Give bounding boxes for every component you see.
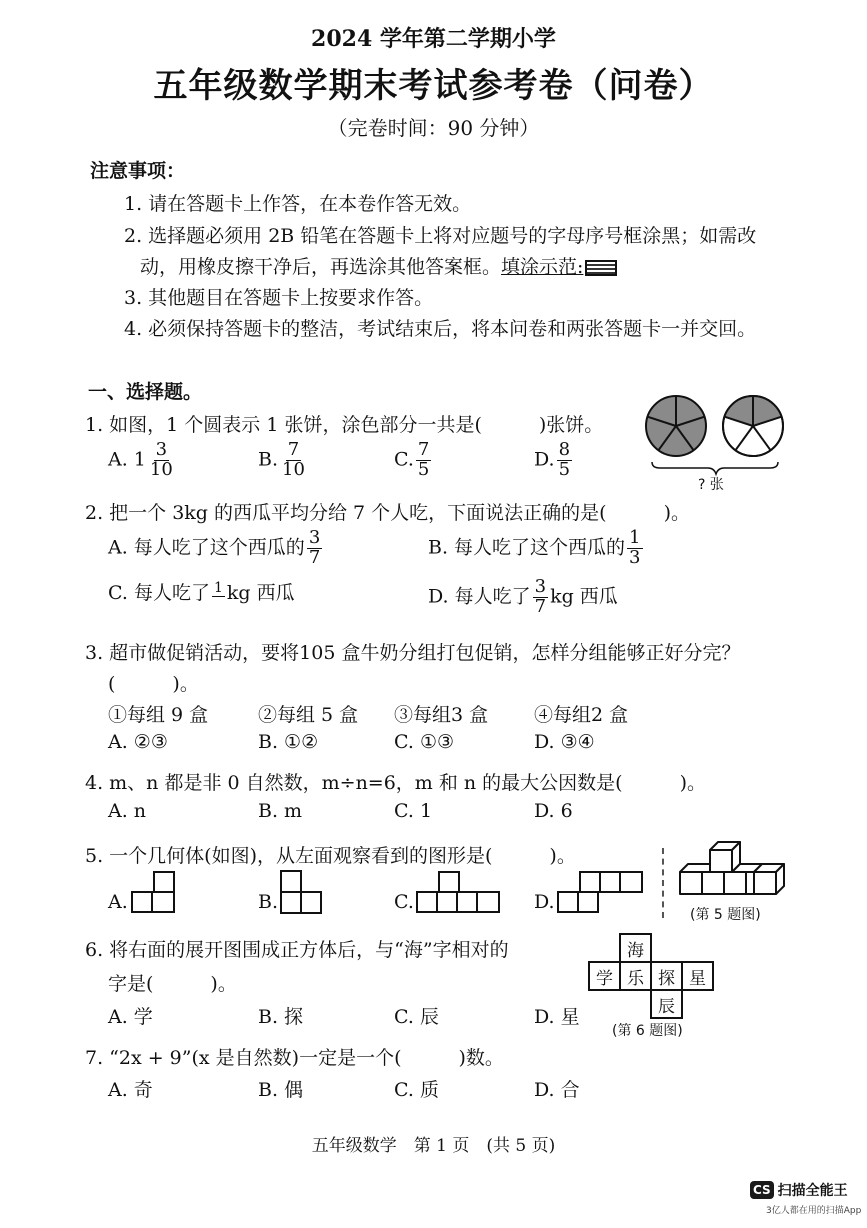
numerator: 1 xyxy=(213,580,223,597)
camscanner-logo-icon: CS xyxy=(750,1181,774,1199)
q1-option-d-label: D. xyxy=(534,448,555,471)
net-cell: 海 xyxy=(619,933,652,963)
denominator: 10 xyxy=(282,458,305,480)
q3-option-c: C. ①③ xyxy=(394,731,455,753)
q2-option-d xyxy=(428,578,618,617)
q4-option-a: A. n xyxy=(108,800,147,822)
q7-option-a: A. 奇 xyxy=(108,1079,153,1101)
note-item: 1. 请在答题卡上作答，在本卷作答无效。 xyxy=(124,193,472,215)
q5-figure-label: (第 5 题图) xyxy=(690,907,761,923)
net-cell: 探 xyxy=(650,961,683,991)
q1-option-c-label: C. xyxy=(394,448,414,471)
note-item: 2. 选择题必须用 2B 铅笔在答题卡上将对应题号的字母序号框涂黑；如需改 xyxy=(124,225,757,247)
q1-option-a-label: A. 1 xyxy=(108,448,146,471)
q6-option-c: C. 辰 xyxy=(394,1006,439,1028)
q7-option-c: C. 质 xyxy=(394,1079,439,1101)
q3-choice-4: ④每组2 盒 xyxy=(534,704,629,726)
q2-stem: 2. 把一个 3kg 的西瓜平均分给 7 个人吃，下面说法正确的是( )。 xyxy=(85,502,691,524)
q4-option-c: C. 1 xyxy=(394,800,433,822)
note-item-text: 动，用橡皮擦干净后，再选涂其他答案框。 xyxy=(140,256,502,278)
q2-option-c xyxy=(108,578,295,607)
q5-divider xyxy=(662,848,664,918)
fraction xyxy=(307,529,322,568)
q4-stem: 4. m、n 都是非 0 自然数，m÷n=6，m 和 n 的最大公因数是( )。 xyxy=(85,772,707,794)
q3-blank: ( )。 xyxy=(108,673,199,695)
numerator: 3 xyxy=(534,576,547,597)
net-cell: 星 xyxy=(681,961,714,991)
q5-cube-figure xyxy=(676,836,786,900)
q6-stem-line2: 字是( )。 xyxy=(108,973,237,995)
q3-option-d: D. ③④ xyxy=(534,731,595,753)
fraction xyxy=(557,441,572,480)
q5-option-d-label: D. xyxy=(534,891,555,913)
q2-option-d-tail: kg 西瓜 xyxy=(550,585,618,608)
note-item: 4. 必须保持答题卡的整洁，考试结束后，将本问卷和两张答题卡一并交回。 xyxy=(124,318,757,340)
q2-option-c-tail: kg 西瓜 xyxy=(226,582,295,604)
q4-option-b: B. m xyxy=(258,800,303,822)
q7-option-b: B. 偶 xyxy=(258,1079,304,1101)
q1-option-d xyxy=(534,441,574,480)
numerator: 1 xyxy=(629,527,641,548)
denominator: 5 xyxy=(417,458,430,480)
net-cell: 学 xyxy=(588,961,621,991)
q1-figure-label: ? 张 xyxy=(698,477,724,493)
numerator: 8 xyxy=(558,439,571,460)
note-item: 3. 其他题目在答题卡上按要求作答。 xyxy=(124,287,434,309)
net-cell: 乐 xyxy=(619,961,652,991)
fraction xyxy=(627,529,642,568)
denominator xyxy=(216,597,220,607)
q1-option-b xyxy=(258,441,309,480)
brace xyxy=(652,462,778,474)
numerator: 7 xyxy=(287,439,300,460)
q6-figure-label: (第 6 题图) xyxy=(612,1023,683,1039)
q5-option-c-label: C. xyxy=(394,891,414,913)
fraction xyxy=(148,441,175,480)
q2-option-b-label: B. 每人吃了这个西瓜的 xyxy=(428,536,626,559)
denominator: 5 xyxy=(558,458,571,480)
numerator: 7 xyxy=(417,439,430,460)
q7-option-d: D. 合 xyxy=(534,1079,580,1101)
net-cell: 辰 xyxy=(650,989,683,1019)
fraction xyxy=(212,581,225,607)
q1-option-b-label: B. xyxy=(258,448,279,471)
q5-option-a-label: A. xyxy=(108,891,128,913)
numerator: 3 xyxy=(155,439,168,460)
q3-choice-1: ①每组 9 盒 xyxy=(108,704,209,726)
q5-option-b-label: B. xyxy=(258,891,279,913)
watermark-name: 扫描全能王 xyxy=(777,1183,848,1199)
q5-stem: 5. 一个几何体(如图)，从左面观察看到的图形是( )。 xyxy=(85,845,576,867)
note-item xyxy=(140,252,617,279)
fraction xyxy=(280,441,307,480)
q1-option-c xyxy=(394,441,433,480)
fill-demo-label: 填涂示范: xyxy=(501,256,584,278)
q7-stem: 7. “2x + 9”(x 是自然数)一定是一个( )数。 xyxy=(85,1047,504,1069)
exam-title: 五年级数学期末考试参考卷（问卷） xyxy=(153,66,714,106)
q2-option-a xyxy=(108,529,324,568)
q3-option-a: A. ②③ xyxy=(108,731,168,753)
q1-option-a xyxy=(108,441,177,480)
q3-choice-3: ③每组3 盒 xyxy=(394,704,489,726)
pie-circle-right xyxy=(723,396,783,456)
q2-option-d-label: D. 每人吃了 xyxy=(428,585,531,608)
denominator: 3 xyxy=(629,546,641,568)
fraction xyxy=(533,578,548,617)
exam-duration: （完卷时间：90 分钟） xyxy=(327,116,540,140)
page-footer: 五年级数学 第 1 页 (共 5 页) xyxy=(311,1136,556,1156)
q6-option-d: D. 星 xyxy=(534,1006,580,1028)
q2-option-a-label: A. 每人吃了这个西瓜的 xyxy=(108,536,305,559)
denominator: 7 xyxy=(534,595,547,617)
exam-subtitle: 2024 学年第二学期小学 xyxy=(311,26,556,52)
pie-circle-left xyxy=(646,396,706,456)
q6-option-a: A. 学 xyxy=(108,1006,153,1028)
fill-demo-box xyxy=(585,260,617,276)
q2-option-b xyxy=(428,529,645,568)
watermark-sub: 3亿人都在用的扫描App xyxy=(766,1206,862,1216)
q1-pie-figure xyxy=(640,388,790,488)
fraction xyxy=(416,441,431,480)
numerator: 3 xyxy=(308,527,321,548)
scanner-watermark xyxy=(750,1180,848,1200)
q3-stem: 3. 超市做促销活动，要将105 盒牛奶分组打包促销，怎样分组能够正好分完？ xyxy=(85,642,741,664)
q3-option-b: B. ①② xyxy=(258,731,319,753)
q2-option-c-label: C. 每人吃了 xyxy=(108,582,210,604)
section-title: 一、选择题。 xyxy=(88,381,203,403)
q4-option-d: D. 6 xyxy=(534,800,573,822)
denominator: 7 xyxy=(308,546,321,568)
q6-option-b: B. 探 xyxy=(258,1006,304,1028)
notes-title: 注意事项： xyxy=(90,160,186,182)
denominator: 10 xyxy=(149,458,173,480)
q6-stem-line1: 6. 将右面的展开图围成正方体后，与“海”字相对的 xyxy=(85,939,509,961)
q1-stem: 1. 如图，1 个圆表示 1 张饼，涂色部分一共是( )张饼。 xyxy=(85,414,604,436)
q3-choice-2: ②每组 5 盒 xyxy=(258,704,359,726)
